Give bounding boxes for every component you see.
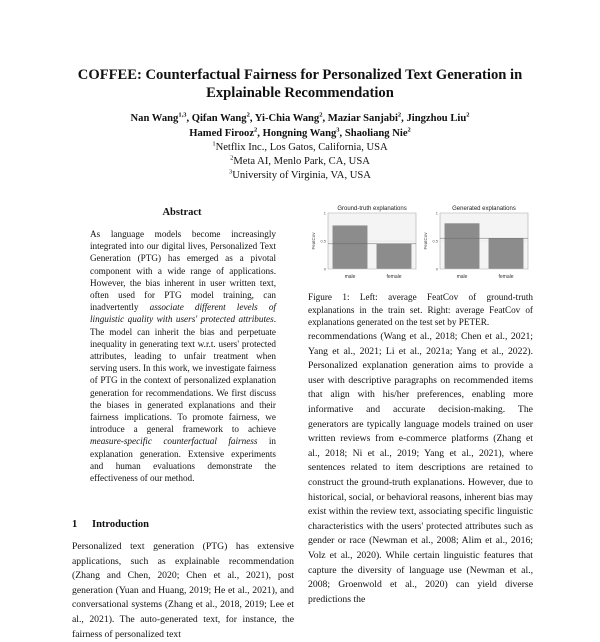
affiliation-3: $^3$University of Virginia, VA, USA [229,168,371,181]
y-tick-label: 1 [323,210,326,216]
figure-1-left-chart [310,203,420,283]
author-name: Hamed Firooz [189,128,255,139]
x-tick-label: male [344,274,356,280]
introduction-text: Personalized text generation (PTG) has extensive applications, such as explainable recommendation (Zhang and Chen, 2020; Chen et al., 2021), post generation (Yuan and Huang, 2019; He et al., 2021), and conversational systems (Zhang et al., 2018, 2019; Lee et al., 2021). The auto-generated text, for instance, the fairness of personalized text [72,541,294,640]
author-affiliation-marker: 2 [407,126,411,134]
y-tick-label: 0.5 [320,238,326,244]
author-affiliation-marker: 2 [246,111,250,119]
author-affiliation-marker: 2 [319,111,323,119]
author-affiliation-marker: 2 [466,111,470,119]
figure-1-right-chart [422,203,532,283]
bar-male [444,223,479,269]
y-axis-label: FeatCov [423,232,428,250]
section-heading-introduction: 1 Introduction [72,519,149,530]
author-affiliation-marker: 3 [336,126,340,134]
x-tick-label: male [456,274,468,280]
authors-line-2: Hamed Firooz$^2$, Hongning Wang$^3$, Shaoliang Nie$^2$ [189,126,411,139]
y-axis-label: FeatCov [311,232,316,250]
y-tick-label: 0 [435,266,438,272]
abstract-body: As language models become increasingly integrated into our digital lives, Personalized Text Generation (PTG) has emerged as a pivotal component with a wide range of applications. However, the bias inherent in user written text, often used for PTG model training, can inadvertently associate different levels of linguistic quality with users' protected attributes. The model can inherit the bias and perpetuate inequality in generating text w.r.t. users' protected attributes, leading to unfair treatment when serving users. In this work, we investigate fairness of PTG in the context of personalized explanation generation for recommendations. We first discuss the biases in generated explanations and their fairness implications. To promote fairness, we introduce a general framework to achieve measure-specific counterfactual fairness in explanation generation. Extensive experiments and human evaluations demonstrate the effectiveness of our method. [90,229,276,484]
y-tick-label: 0.5 [432,238,438,244]
bar-female [488,238,523,269]
right-column-text: recommendations (Wang et al., 2018; Chen et al., 2021; Yang et al., 2021; Li et al., 2021a; Yang et al., 2022). Personalized explanation generation aims to provide a user with descriptive paragraphs on recommended items that align with his/her preferences, enabling more informative and accurate decision-making. The generators are typically language models trained on user written reviews from e-commerce platforms (Zhang et al., 2018; Ni et al., 2019; Yang et al., 2021), where sentences related to item descriptions are retained to construct the ground-truth explanations. However, due to historical, social, or behavioral reasons, inherent bias may exist within the review text, associating specific linguistic characteristics with the users' protected attributes such as gender or race (Newman et al., 2008; Alim et al., 2016; Volz et al., 2020). While certain linguistic features that capture the diversity of language use (Newman et al., 2008; Groenwold et al., 2020) can yield diverse predictions the [308,331,533,605]
author-affiliation-marker: 2 [254,126,258,134]
x-tick-label: female [386,274,402,280]
y-tick-label: 0 [323,266,326,272]
author-name: Yi-Chia Wang [254,113,320,124]
affiliation-2: $^2$Meta AI, Menlo Park, CA, USA [230,154,370,167]
figure-1-caption: Figure 1: Left: average FeatCov of ground-truth explanations in the train set. Right: average FeatCov of explanations generated on the test set by PETER. [308,292,533,327]
author-name: Nan Wang [130,113,179,124]
author-name: Shaoliang Nie [344,128,408,139]
affiliation-1: $^1$Netflix Inc., Los Gatos, California, USA [212,140,388,153]
chart-title: Ground-truth explanations [337,206,407,212]
authors-line-1: Nan Wang$^{1,3}$, Qifan Wang$^2$, Yi-Chia Wang$^2$, Maziar Sanjabi$^2$, Jingzhou Liu$^2$ [130,111,470,124]
chart-title: Generated explanations [452,206,516,212]
author-name: Jingzhou Liu [406,113,467,124]
y-tick-label: 1 [435,210,438,216]
author-name: Qifan Wang [191,113,247,124]
abstract-heading: Abstract [162,207,202,218]
bar-male [332,225,367,269]
paper-title-line-2: Explainable Recommendation [206,85,394,101]
paper-title-line-1: COFFEE: Counterfactual Fairness for Personalized Text Generation in [77,67,523,83]
author-affiliation-marker: 1,3 [178,111,187,119]
x-tick-label: female [498,274,514,280]
author-name: Maziar Sanjabi [327,113,398,124]
author-name: Hongning Wang [262,128,337,139]
author-affiliation-marker: 2 [397,111,402,119]
bar-female [376,244,411,269]
